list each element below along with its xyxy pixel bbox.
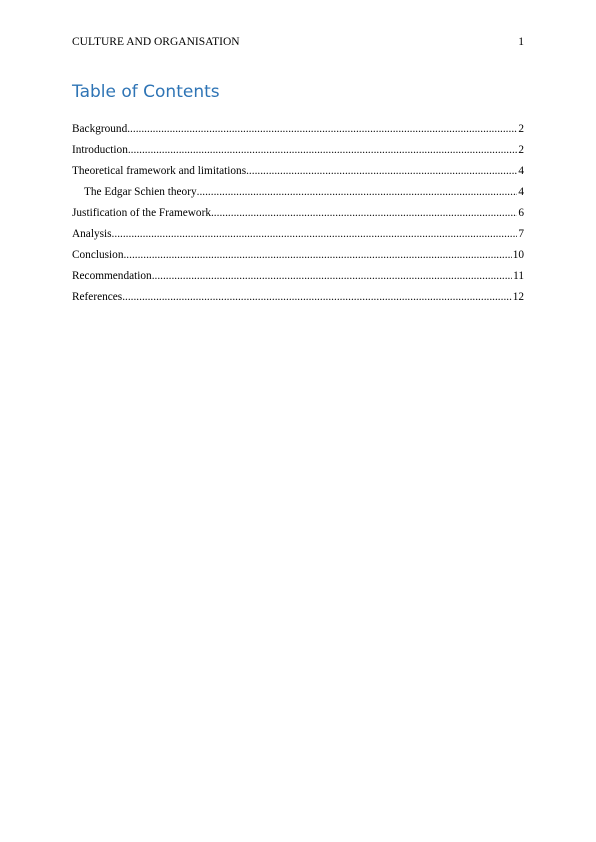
toc-entry-justification[interactable] xyxy=(72,205,524,226)
toc-entry-introduction[interactable] xyxy=(72,142,524,163)
toc-entry-background[interactable] xyxy=(72,121,524,142)
toc-entry-page: 2 xyxy=(518,123,524,135)
toc-entry-title: Recommendation xyxy=(72,270,152,282)
toc-entry-title: Justification of the Framework xyxy=(72,207,211,219)
toc-dot-leader xyxy=(112,227,518,241)
toc-entry-page: 12 xyxy=(512,291,524,303)
header-page-number: 1 xyxy=(518,36,524,48)
toc-dot-leader xyxy=(211,206,517,220)
toc-dot-leader xyxy=(152,269,512,283)
toc-entry-title: Background xyxy=(72,123,128,135)
toc-entry-title: Analysis xyxy=(72,228,112,240)
toc-dot-leader xyxy=(127,122,517,136)
toc-entry-title: The Edgar Schien theory xyxy=(84,186,197,198)
toc-entry-title: Introduction xyxy=(72,144,128,156)
toc-heading: Table of Contents xyxy=(72,82,220,102)
toc-entry-title: Theoretical framework and limitations xyxy=(72,165,247,177)
toc-entry-page: 4 xyxy=(518,165,524,177)
toc-dot-leader xyxy=(246,164,517,178)
toc-dot-leader xyxy=(122,290,512,304)
toc-entry-edgar-schien-theory[interactable] xyxy=(72,184,524,205)
toc-dot-leader xyxy=(123,248,511,262)
toc-entry-page: 11 xyxy=(513,270,524,282)
page-header xyxy=(72,35,524,49)
toc-entry-page: 7 xyxy=(518,228,524,240)
toc-entry-title: Conclusion xyxy=(72,249,124,261)
toc-entry-recommendation[interactable] xyxy=(72,268,524,289)
toc-entry-page: 6 xyxy=(518,207,524,219)
toc-dot-leader xyxy=(197,185,518,199)
toc-entry-analysis[interactable] xyxy=(72,226,524,247)
toc-entry-references[interactable] xyxy=(72,289,524,310)
toc-entry-page: 4 xyxy=(518,186,524,198)
table-of-contents xyxy=(72,121,524,310)
toc-entry-page: 10 xyxy=(512,249,524,261)
running-head-title: CULTURE AND ORGANISATION xyxy=(72,36,240,48)
toc-dot-leader xyxy=(128,143,517,157)
toc-entry-theoretical-framework[interactable] xyxy=(72,163,524,184)
toc-entry-title: References xyxy=(72,291,123,303)
toc-entry-conclusion[interactable] xyxy=(72,247,524,268)
toc-entry-page: 2 xyxy=(518,144,524,156)
